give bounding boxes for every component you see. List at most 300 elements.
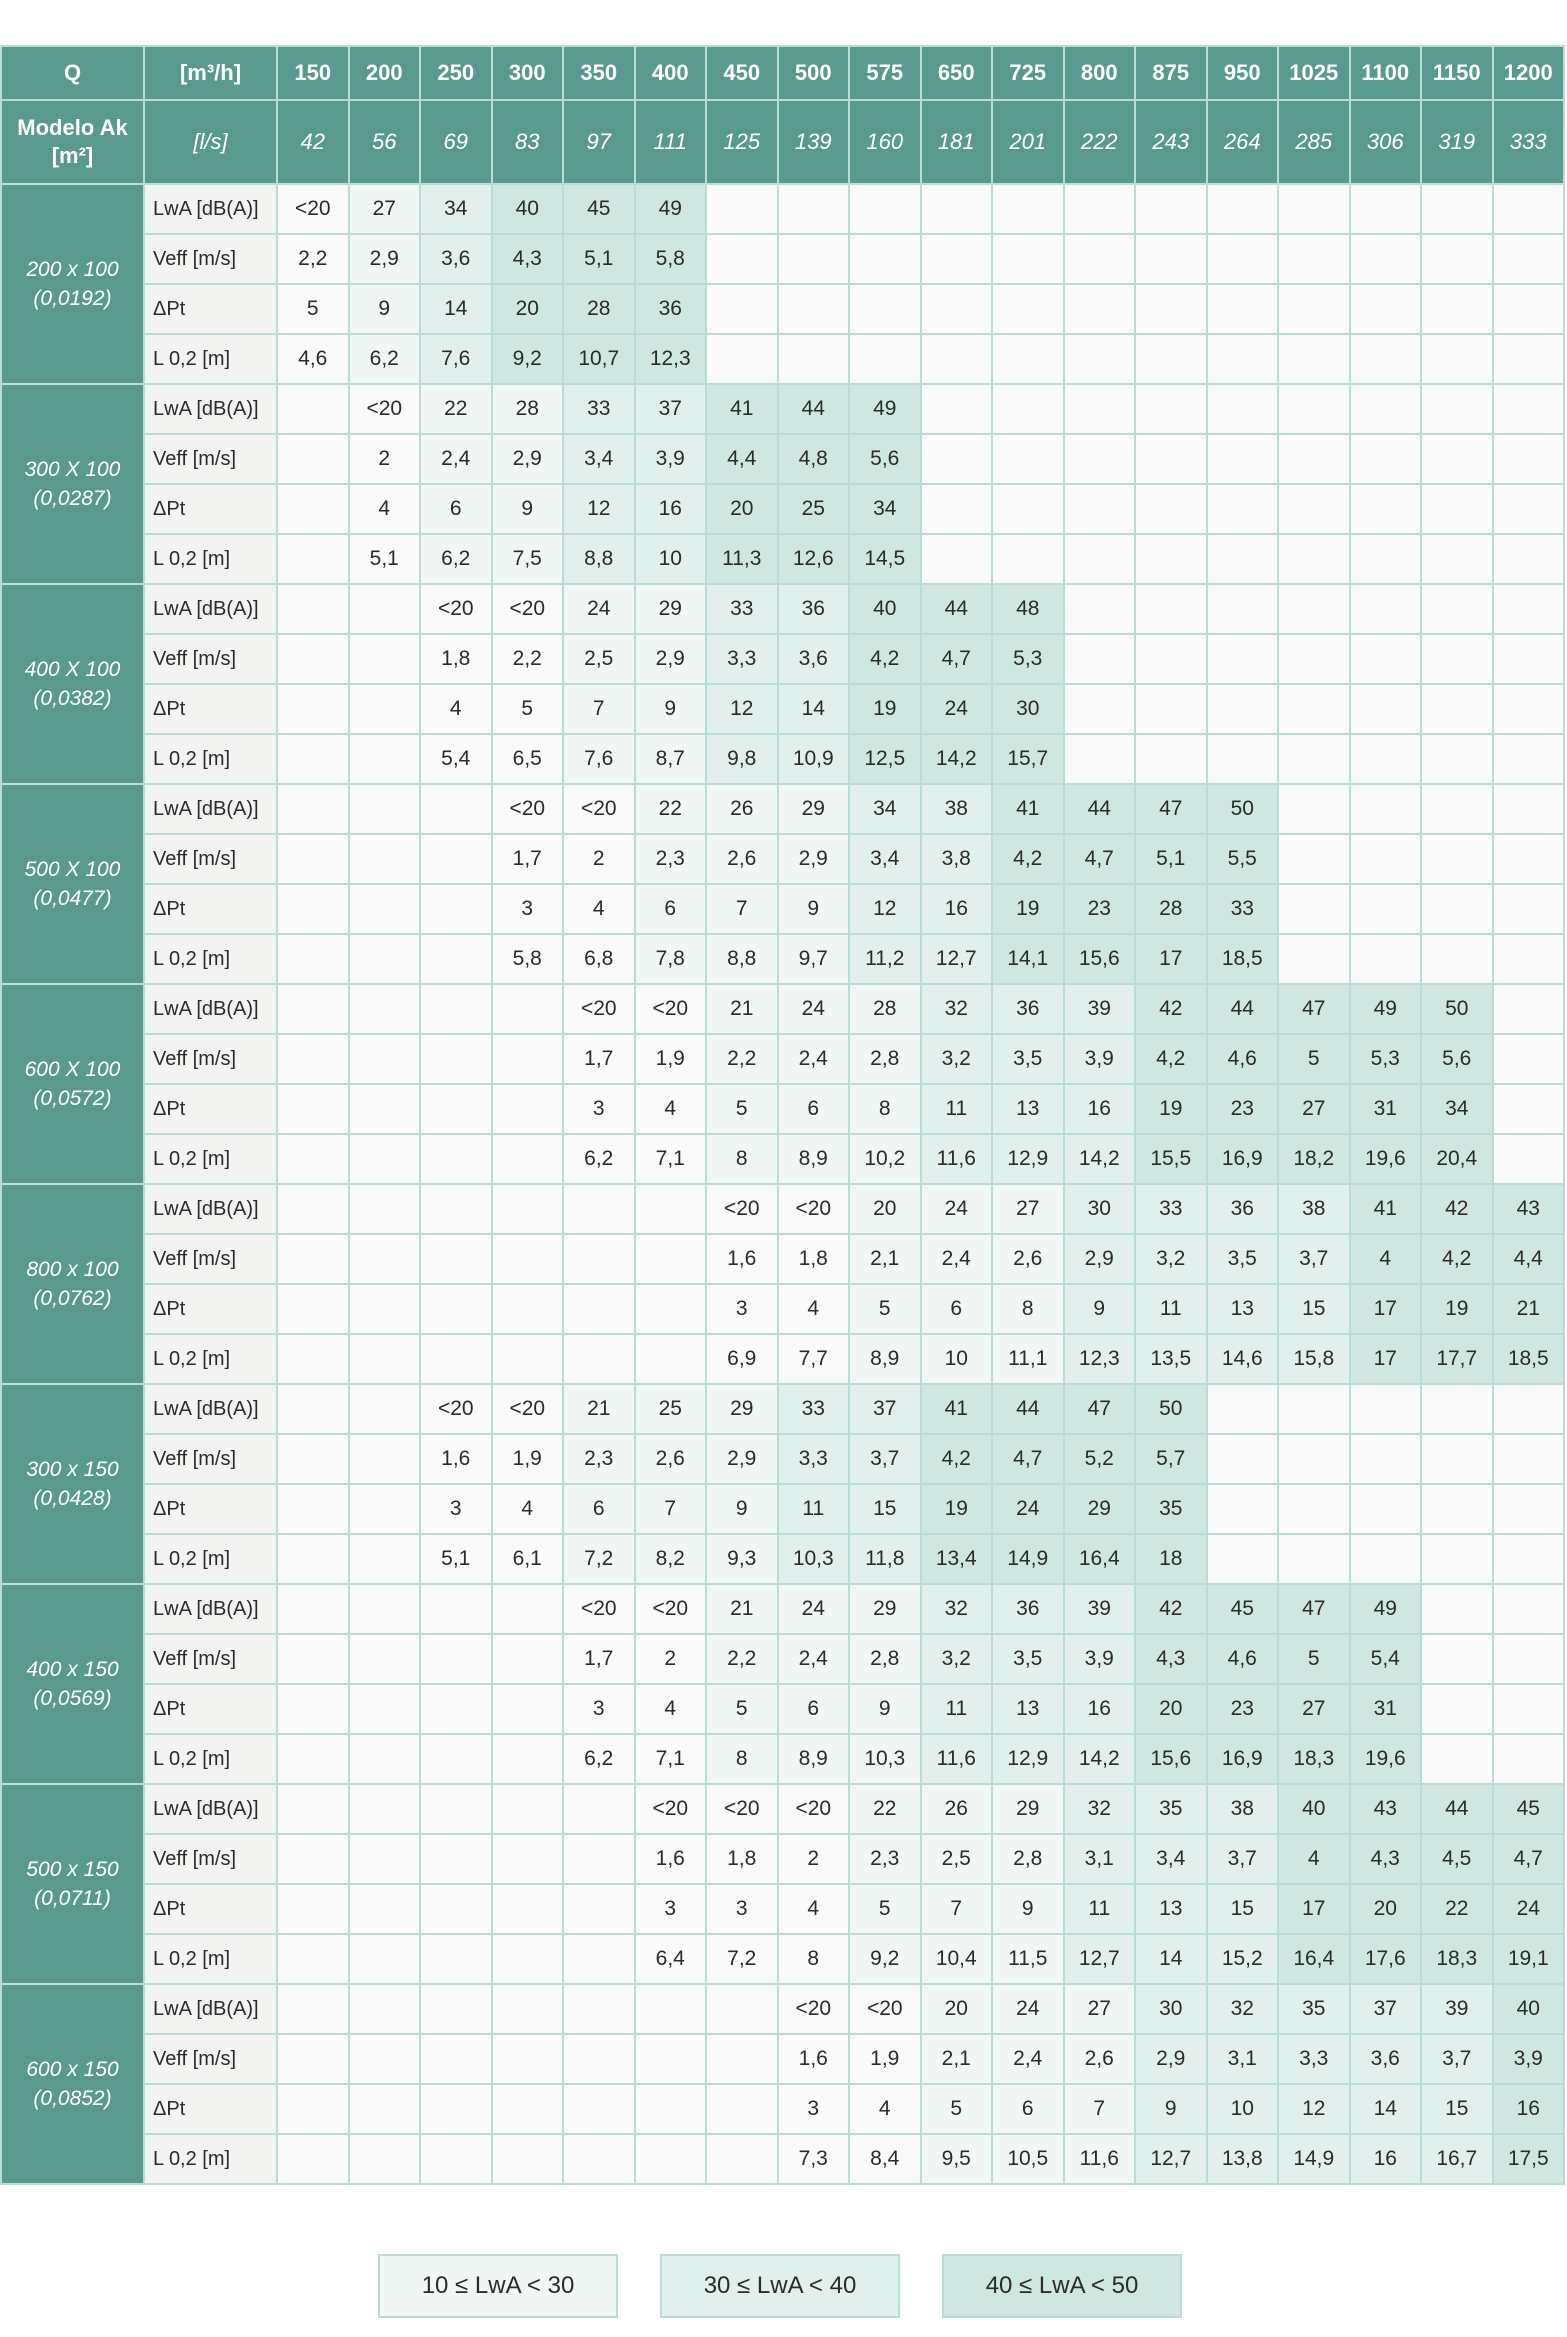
value-cell: 20	[492, 284, 564, 334]
value-cell: 24	[992, 1984, 1064, 2034]
value-cell: 3,4	[563, 434, 635, 484]
value-cell: 4	[778, 1284, 850, 1334]
table-row	[1, 1134, 1564, 1184]
value-cell: 9	[992, 1884, 1064, 1934]
value-cell: 4,2	[1135, 1034, 1207, 1084]
flow-ls-header: 264	[1207, 100, 1279, 184]
model-size: 200 x 100	[26, 258, 119, 281]
value-cell: 33	[706, 584, 778, 634]
table-row	[1, 184, 1564, 234]
value-cell: <20	[706, 1184, 778, 1234]
value-cell	[349, 1584, 421, 1634]
value-cell	[492, 1884, 564, 1934]
value-cell: 50	[1135, 1384, 1207, 1434]
value-cell	[1278, 884, 1350, 934]
value-cell: 2,5	[563, 634, 635, 684]
value-cell: <20	[492, 1384, 564, 1434]
value-cell: 7,6	[420, 334, 492, 384]
value-cell: 4	[349, 484, 421, 534]
value-cell: 4,5	[1421, 1834, 1493, 1884]
value-cell: 36	[1207, 1184, 1279, 1234]
value-cell	[921, 234, 993, 284]
value-cell: 18,3	[1278, 1734, 1350, 1784]
value-cell: 2,2	[277, 234, 349, 284]
value-cell: 2,4	[778, 1034, 850, 1084]
value-cell	[1493, 1534, 1565, 1584]
flow-ls-header: 125	[706, 100, 778, 184]
value-cell: 17,5	[1493, 2134, 1565, 2184]
value-cell	[1064, 384, 1136, 434]
value-cell	[563, 1934, 635, 1984]
value-cell	[1207, 284, 1279, 334]
value-cell: 5	[1278, 1034, 1350, 1084]
value-cell: 2	[778, 1834, 850, 1884]
value-cell	[1493, 184, 1565, 234]
value-cell	[349, 2034, 421, 2084]
param-label: L 0,2 [m]	[144, 734, 277, 784]
value-cell: 6,8	[563, 934, 635, 984]
value-cell: 11,1	[992, 1334, 1064, 1384]
value-cell: 3	[706, 1284, 778, 1334]
value-cell: 14,2	[921, 734, 993, 784]
value-cell: 8,8	[706, 934, 778, 984]
value-cell	[1493, 884, 1565, 934]
value-cell	[492, 1334, 564, 1384]
value-cell: 38	[921, 784, 993, 834]
table-row	[1, 1584, 1564, 1634]
value-cell	[349, 1384, 421, 1434]
param-label: ΔPt	[144, 684, 277, 734]
value-cell	[1278, 934, 1350, 984]
value-cell: 10,2	[849, 1134, 921, 1184]
value-cell	[349, 584, 421, 634]
value-cell: 7	[921, 1884, 993, 1934]
value-cell	[492, 1784, 564, 1834]
value-cell: 27	[992, 1184, 1064, 1234]
value-cell: 31	[1350, 1684, 1422, 1734]
table-row	[1, 1834, 1564, 1884]
value-cell	[277, 1884, 349, 1934]
value-cell: 38	[1207, 1784, 1279, 1834]
value-cell: 9,8	[706, 734, 778, 784]
value-cell: 11,2	[849, 934, 921, 984]
model-cell	[1, 1984, 144, 2184]
value-cell: 30	[992, 684, 1064, 734]
value-cell	[1207, 684, 1279, 734]
param-label: Veff [m/s]	[144, 1634, 277, 1684]
value-cell	[1493, 684, 1565, 734]
value-cell: 26	[921, 1784, 993, 1834]
flow-m3h-header: 300	[492, 46, 564, 100]
value-cell	[921, 434, 993, 484]
table-row	[1, 684, 1564, 734]
value-cell: 15,7	[992, 734, 1064, 784]
value-cell: 5,6	[1421, 1034, 1493, 1084]
value-cell	[349, 634, 421, 684]
value-cell: 18,2	[1278, 1134, 1350, 1184]
value-cell: 10,9	[778, 734, 850, 784]
value-cell	[277, 1434, 349, 1484]
value-cell	[492, 1134, 564, 1184]
value-cell	[635, 1234, 707, 1284]
value-cell: 3,9	[1064, 1034, 1136, 1084]
value-cell	[1493, 1634, 1565, 1684]
table-row	[1, 1984, 1564, 2034]
param-label: LwA [dB(A)]	[144, 1784, 277, 1834]
value-cell: 4	[1350, 1234, 1422, 1284]
value-cell: 3,3	[778, 1434, 850, 1484]
value-cell: 10,5	[992, 2134, 1064, 2184]
flow-m3h-header: 650	[921, 46, 993, 100]
value-cell: 2,9	[778, 834, 850, 884]
value-cell: 34	[420, 184, 492, 234]
value-cell: 19,6	[1350, 1734, 1422, 1784]
value-cell: 11,6	[921, 1134, 993, 1184]
value-cell: 20	[1135, 1684, 1207, 1734]
value-cell	[420, 2034, 492, 2084]
value-cell: 28	[849, 984, 921, 1034]
value-cell: 22	[1421, 1884, 1493, 1934]
value-cell: 12,9	[992, 1734, 1064, 1784]
legend-item-low: 10 ≤ LwA < 30	[378, 2254, 618, 2318]
value-cell: 9,2	[849, 1934, 921, 1984]
table-row	[1, 1934, 1564, 1984]
value-cell	[1350, 584, 1422, 634]
value-cell: 16,9	[1207, 1734, 1279, 1784]
value-cell: 9,7	[778, 934, 850, 984]
param-label: LwA [dB(A)]	[144, 1184, 277, 1234]
value-cell	[277, 1334, 349, 1384]
value-cell	[1207, 634, 1279, 684]
value-cell: 17	[1350, 1284, 1422, 1334]
value-cell: 5,3	[992, 634, 1064, 684]
value-cell	[1350, 934, 1422, 984]
value-cell: 19	[921, 1484, 993, 1534]
value-cell	[1207, 384, 1279, 434]
value-cell: 3	[492, 884, 564, 934]
param-label: L 0,2 [m]	[144, 1934, 277, 1984]
value-cell	[492, 1184, 564, 1234]
value-cell: 20	[706, 484, 778, 534]
value-cell: 2,6	[1064, 2034, 1136, 2084]
value-cell	[420, 2134, 492, 2184]
value-cell	[1278, 234, 1350, 284]
value-cell: 2	[349, 434, 421, 484]
value-cell: 7,2	[706, 1934, 778, 1984]
table-row	[1, 634, 1564, 684]
value-cell: 15,2	[1207, 1934, 1279, 1984]
flow-ls-header: 201	[992, 100, 1064, 184]
value-cell: 16	[921, 884, 993, 934]
value-cell: 23	[1064, 884, 1136, 934]
model-size: 500 X 100	[24, 858, 121, 881]
value-cell	[635, 1284, 707, 1334]
value-cell: 5	[277, 284, 349, 334]
value-cell: 2,1	[849, 1234, 921, 1284]
value-cell: 8	[992, 1284, 1064, 1334]
value-cell	[277, 2034, 349, 2084]
value-cell: 3,5	[992, 1034, 1064, 1084]
value-cell	[1493, 434, 1565, 484]
value-cell: 2,4	[992, 2034, 1064, 2084]
value-cell: 26	[706, 784, 778, 834]
value-cell	[1421, 734, 1493, 784]
value-cell: 13	[992, 1084, 1064, 1134]
value-cell	[1064, 284, 1136, 334]
value-cell	[492, 1734, 564, 1784]
value-cell	[420, 1134, 492, 1184]
value-cell: 11,3	[706, 534, 778, 584]
value-cell	[1350, 834, 1422, 884]
value-cell	[1278, 734, 1350, 784]
value-cell: 13	[1207, 1284, 1279, 1334]
value-cell: 45	[1207, 1584, 1279, 1634]
value-cell	[1421, 284, 1493, 334]
value-cell	[706, 2084, 778, 2134]
value-cell	[349, 1334, 421, 1384]
value-cell: 2,4	[921, 1234, 993, 1284]
value-cell: 7,6	[563, 734, 635, 784]
model-size: 600 X 100	[24, 1058, 121, 1081]
value-cell	[349, 2134, 421, 2184]
value-cell	[1350, 1484, 1422, 1534]
table-row	[1, 1684, 1564, 1734]
value-cell	[349, 1484, 421, 1534]
value-cell: 15	[1207, 1884, 1279, 1934]
model-cell	[1, 984, 144, 1184]
value-cell: 16	[1350, 2134, 1422, 2184]
value-cell: 6,5	[492, 734, 564, 784]
value-cell: 2,3	[849, 1834, 921, 1884]
value-cell: 40	[1493, 1984, 1565, 2034]
value-cell	[563, 1234, 635, 1284]
value-cell	[1493, 284, 1565, 334]
value-cell: 47	[1135, 784, 1207, 834]
table-row	[1, 484, 1564, 534]
value-cell	[1421, 184, 1493, 234]
value-cell: 33	[778, 1384, 850, 1434]
table-row	[1, 1534, 1564, 1584]
value-cell: 6	[778, 1084, 850, 1134]
value-cell	[1493, 1584, 1565, 1634]
value-cell: 17	[1350, 1334, 1422, 1384]
value-cell	[277, 2134, 349, 2184]
value-cell	[563, 1884, 635, 1934]
value-cell	[1493, 634, 1565, 684]
value-cell: 12,5	[849, 734, 921, 784]
value-cell: 11	[778, 1484, 850, 1534]
value-cell	[1278, 684, 1350, 734]
value-cell: 1,9	[492, 1434, 564, 1484]
value-cell: 12,7	[1064, 1934, 1136, 1984]
value-cell: 2,5	[921, 1834, 993, 1884]
value-cell: 5,1	[1135, 834, 1207, 884]
value-cell	[1421, 784, 1493, 834]
flow-ls-header: 42	[277, 100, 349, 184]
value-cell: 4,4	[1493, 1234, 1565, 1284]
value-cell	[420, 1184, 492, 1234]
model-area: (0,0428)	[33, 1487, 112, 1510]
value-cell: 43	[1350, 1784, 1422, 1834]
value-cell	[1350, 734, 1422, 784]
value-cell: <20	[778, 1784, 850, 1834]
value-cell	[277, 1634, 349, 1684]
value-cell	[1207, 734, 1279, 784]
value-cell: 13,8	[1207, 2134, 1279, 2184]
value-cell: 4	[492, 1484, 564, 1534]
value-cell: 4,3	[492, 234, 564, 284]
value-cell	[1493, 834, 1565, 884]
param-label: Veff [m/s]	[144, 2034, 277, 2084]
value-cell	[921, 184, 993, 234]
value-cell: 44	[921, 584, 993, 634]
value-cell: 4	[1278, 1834, 1350, 1884]
value-cell: 10	[921, 1334, 993, 1384]
value-cell: 2,9	[1135, 2034, 1207, 2084]
table-row	[1, 1034, 1564, 1084]
value-cell	[1350, 384, 1422, 434]
value-cell: 13	[992, 1684, 1064, 1734]
value-cell	[277, 784, 349, 834]
flow-m3h-header: 950	[1207, 46, 1279, 100]
value-cell: 3,8	[921, 834, 993, 884]
value-cell	[1064, 334, 1136, 384]
value-cell	[849, 234, 921, 284]
value-cell: 2,2	[706, 1634, 778, 1684]
value-cell: 2,4	[778, 1634, 850, 1684]
value-cell	[492, 1684, 564, 1734]
value-cell: 5,3	[1350, 1034, 1422, 1084]
param-label: L 0,2 [m]	[144, 1734, 277, 1784]
model-size: 400 x 150	[26, 1658, 119, 1681]
value-cell: 45	[1493, 1784, 1565, 1834]
value-cell: 50	[1207, 784, 1279, 834]
value-cell	[1135, 334, 1207, 384]
value-cell: 2,6	[635, 1434, 707, 1484]
value-cell	[1278, 834, 1350, 884]
value-cell: 30	[1135, 1984, 1207, 2034]
value-cell: 2,2	[492, 634, 564, 684]
flow-ls-header: 285	[1278, 100, 1350, 184]
value-cell: 44	[1064, 784, 1136, 834]
value-cell: 14	[778, 684, 850, 734]
value-cell	[1278, 434, 1350, 484]
flow-ls-header: 97	[563, 100, 635, 184]
value-cell: 1,6	[420, 1434, 492, 1484]
value-cell	[420, 1784, 492, 1834]
param-label: LwA [dB(A)]	[144, 584, 277, 634]
flow-ls-header: 160	[849, 100, 921, 184]
value-cell	[1421, 1734, 1493, 1784]
value-cell: 3,9	[1493, 2034, 1565, 2084]
value-cell	[1421, 534, 1493, 584]
value-cell: 24	[921, 1184, 993, 1234]
value-cell	[349, 1934, 421, 1984]
value-cell: 33	[1207, 884, 1279, 934]
value-cell	[706, 284, 778, 334]
value-cell: 3,9	[1064, 1634, 1136, 1684]
value-cell	[277, 1084, 349, 1134]
value-cell: 10	[1207, 2084, 1279, 2134]
value-cell: 10,3	[849, 1734, 921, 1784]
value-cell	[1350, 684, 1422, 734]
value-cell: 23	[1207, 1684, 1279, 1734]
legend-item-high: 40 ≤ LwA < 50	[942, 2254, 1182, 2318]
value-cell	[1421, 434, 1493, 484]
value-cell	[1278, 1384, 1350, 1434]
value-cell	[277, 1784, 349, 1834]
value-cell: 33	[1135, 1184, 1207, 1234]
value-cell: 7	[635, 1484, 707, 1534]
value-cell: 3	[706, 1884, 778, 1934]
value-cell: 3,2	[921, 1634, 993, 1684]
value-cell: 39	[1421, 1984, 1493, 2034]
value-cell: 9,2	[492, 334, 564, 384]
value-cell	[1493, 1084, 1565, 1134]
value-cell: 39	[1064, 1584, 1136, 1634]
table-row	[1, 1334, 1564, 1384]
param-label: Veff [m/s]	[144, 1034, 277, 1084]
value-cell: 5	[849, 1884, 921, 1934]
value-cell: 5,1	[349, 534, 421, 584]
value-cell: 49	[1350, 1584, 1422, 1634]
value-cell: 36	[992, 984, 1064, 1034]
value-cell: 41	[992, 784, 1064, 834]
value-cell	[349, 2084, 421, 2134]
value-cell	[778, 234, 850, 284]
value-cell	[492, 2034, 564, 2084]
value-cell	[277, 684, 349, 734]
table-row	[1, 734, 1564, 784]
value-cell	[349, 1134, 421, 1184]
value-cell	[277, 584, 349, 634]
flow-m3h-header: 450	[706, 46, 778, 100]
value-cell: 15	[1421, 2084, 1493, 2134]
value-cell: 7,2	[563, 1534, 635, 1584]
value-cell	[1421, 1684, 1493, 1734]
value-cell	[706, 2034, 778, 2084]
value-cell: 11,5	[992, 1934, 1064, 1984]
value-cell: 28	[563, 284, 635, 334]
value-cell: 5	[706, 1084, 778, 1134]
value-cell	[492, 1584, 564, 1634]
flow-m3h-header: 200	[349, 46, 421, 100]
value-cell	[635, 2034, 707, 2084]
value-cell: 22	[420, 384, 492, 434]
value-cell: 9	[349, 284, 421, 334]
param-label: ΔPt	[144, 884, 277, 934]
value-cell: <20	[492, 784, 564, 834]
value-cell: <20	[563, 784, 635, 834]
value-cell: 16,4	[1064, 1534, 1136, 1584]
value-cell	[349, 1884, 421, 1934]
value-cell	[1135, 734, 1207, 784]
value-cell: 1,8	[778, 1234, 850, 1284]
value-cell: 24	[992, 1484, 1064, 1534]
value-cell	[277, 384, 349, 434]
value-cell: 7,1	[635, 1734, 707, 1784]
table-row	[1, 584, 1564, 634]
table-row	[1, 2034, 1564, 2084]
value-cell	[706, 234, 778, 284]
value-cell: 11,6	[1064, 2134, 1136, 2184]
value-cell: 14,6	[1207, 1334, 1279, 1384]
value-cell	[1493, 1684, 1565, 1734]
value-cell	[1421, 234, 1493, 284]
value-cell: 5,2	[1064, 1434, 1136, 1484]
value-cell	[1135, 584, 1207, 634]
value-cell: 1,6	[706, 1234, 778, 1284]
